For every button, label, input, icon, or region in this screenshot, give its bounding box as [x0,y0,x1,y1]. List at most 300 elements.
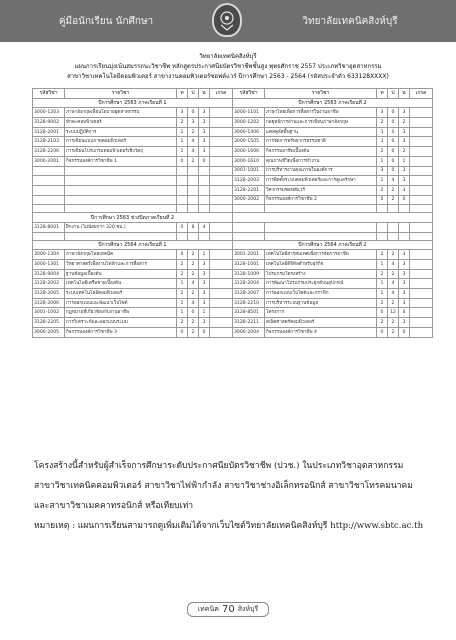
practice-hours: 4 [388,289,399,299]
empty-cell [377,205,388,213]
course-name [65,176,177,186]
header-plan: แผนการเรียนมุ่งเน้นสมรรถนะวิชาชีพ หลักสูตรประกาศนียบัตรวิชาชีพชั้นสูง พุทธศักราช 2557 ประเภทวิชาอุตสาหกรรม [74,63,382,70]
course-name [265,222,377,232]
course-name: กิจกรรมองค์การวิชาชีพ 1 [65,156,177,166]
course-code: 3128-2001 [33,127,65,137]
table-row [33,269,433,279]
grade [410,260,433,270]
theory-hours: 1 [377,156,388,166]
credits: 3 [199,108,210,118]
credits: 3 [399,166,410,176]
theory-hours: 2 [377,298,388,308]
credits: 1 [399,156,410,166]
practice-hours: 2 [188,260,199,270]
course-code: 3128-9002 [33,118,65,128]
table-row [33,279,433,289]
credits: 3 [399,289,410,299]
practice-hours: 2 [388,269,399,279]
theory-hours: 3 [377,127,388,137]
credits: 3 [399,176,410,186]
paragraph-line: และสาขาวิชาเมคคาทรอนิกส์ หรือเทียบเท่า [34,501,194,511]
semester-title: ปีการศึกษา 2563 ภาคเรียนที่ 2 [233,98,433,108]
practice-hours: 0 [388,127,399,137]
table-row [33,156,433,166]
course-name: การเขียนแบบภาพคอมพิวเตอร์ [65,137,177,147]
grade [210,166,233,176]
semester-title: ปีการศึกษา 2564 ภาคเรียนที่ 1 [33,240,233,250]
practice-hours: 0 [388,147,399,157]
grade [210,327,233,337]
grade [210,289,233,299]
course-name: การจัดการทรัพยากรธรรมชาติ [265,137,377,147]
credits: 3 [399,185,410,195]
credits [199,195,210,205]
credits: 3 [399,279,410,289]
course-name: คุณภาพชีวิตเพื่อการทำงาน [265,156,377,166]
empty-cell [65,205,177,213]
grade [410,156,433,166]
empty-cell [388,205,399,213]
theory-hours: 0 [377,308,388,318]
column-header: น [199,89,210,99]
table-row [33,176,433,186]
course-name: การบริหารระบบฐานข้อมูล [265,298,377,308]
college-seal-icon [212,3,242,37]
footer-suffix: สิงห์บุรี [237,605,259,613]
course-name: แคลคูลัสพื้นฐาน [265,127,377,137]
table-row [33,127,433,137]
credits: 3 [199,279,210,289]
credits: 3 [399,269,410,279]
table-row [33,147,433,157]
grade [410,147,433,157]
grade [210,118,233,128]
grade [210,108,233,118]
course-name: การบริหารงานคุณภาพในองค์การ [265,166,377,176]
practice-hours: 2 [388,185,399,195]
credits: 2 [399,147,410,157]
course-code [33,195,65,205]
credits [399,222,410,232]
course-name: ภาษาอังกฤษโฟลเทคนิค [65,250,177,260]
theory-hours: 1 [177,298,188,308]
course-code: 3128-1009 [233,269,265,279]
theory-hours: 2 [377,250,388,260]
theory-hours: 2 [177,289,188,299]
credits: 1 [199,250,210,260]
table-row [33,222,433,232]
course-name: กิจกรรมอาชีพเบื้องต้น [265,147,377,157]
column-header: เกรด [210,89,233,99]
grade [210,318,233,328]
column-header: ท [377,89,388,99]
grade [410,222,433,232]
course-code: 3000-1406 [233,127,265,137]
course-name: ทักษะคอมพิวเตอร์ [65,118,177,128]
practice-hours [188,176,199,186]
table-row [33,108,433,118]
empty-cell [65,232,177,240]
credits: 1 [199,308,210,318]
empty-cell [410,205,433,213]
course-code: 3000-1203 [33,108,65,118]
theory-hours: 1 [177,279,188,289]
table-row [33,137,433,147]
theory-hours: 0 [177,327,188,337]
course-name: วิศวกรรมซอฟต์แวร์ [265,185,377,195]
course-name: ภาษาไทยเพื่อการสื่อสารในงานอาชีพ [265,108,377,118]
theory-hours: 3 [377,166,388,176]
empty-cell [233,232,265,240]
grade [410,298,433,308]
course-name: การพัฒนาโปรแกรมประยุกต์บนอุปกรณ์ [265,279,377,289]
paragraph-line: โครงสร้างนี้สำหรับผู้สำเร็จการศึกษาระดับประกาศนียบัตรวิชาชีพ (ปวช.) ในประเภทวิชาอุตสาหกรรม [34,461,404,471]
empty-cell [233,205,265,213]
course-code: 3128-2103 [33,137,65,147]
practice-hours: 4 [188,279,199,289]
credits: 0 [399,327,410,337]
theory-hours: 0 [177,250,188,260]
theory-hours [377,222,388,232]
empty-cell [265,205,377,213]
theory-hours: 2 [177,269,188,279]
theory-hours: 2 [377,185,388,195]
credits: 3 [199,147,210,157]
column-header: เกรด [410,89,433,99]
practice-hours: 4 [188,137,199,147]
practice-hours: 2 [388,195,399,205]
spacer-row [33,232,433,240]
semester-title: ปีการศึกษา 2563 ช่วงปิดภาคเรียนที่ 2 [33,213,233,223]
credits: 3 [399,260,410,270]
theory-hours [177,166,188,176]
credits: 3 [199,260,210,270]
practice-hours: 2 [388,298,399,308]
course-name: การเขียนโปรแกรมคอมพิวเตอร์เชิงวัตถุ [65,147,177,157]
theory-hours: 3 [177,108,188,118]
course-name: โปรแกรมโครงสร้าง [265,269,377,279]
empty-cell [199,232,210,240]
grade [210,147,233,157]
course-code: 3000-2002 [233,195,265,205]
course-code: 3128-2211 [233,318,265,328]
practice-hours: 4 [188,298,199,308]
empty-cell [188,205,199,213]
document-header [0,52,456,82]
course-name: ระบบปฏิบัติการ [65,127,177,137]
practice-hours: 4 [188,147,199,157]
practice-hours: 2 [188,269,199,279]
spacer-row [33,205,433,213]
study-plan-table [32,88,433,338]
course-code: 3000-2001 [33,156,65,166]
table-row [33,308,433,318]
course-name: กฎหมายที่เกี่ยวข้องกับงานอาชีพ [65,308,177,318]
column-header: ป [388,89,399,99]
column-header: รายวิชา [265,89,377,99]
table-row [33,318,433,328]
grade [210,195,233,205]
empty-cell [177,205,188,213]
grade [210,250,233,260]
theory-hours: 0 [177,156,188,166]
course-code: 3128-2003 [233,176,265,186]
course-code: 3128-8001 [33,222,65,232]
top-bar [0,0,456,42]
column-header: รหัสวิชา [233,89,265,99]
grade [410,195,433,205]
course-name: ฝึกงาน (ไม่น้อยกว่า 320 ชม.) [65,222,177,232]
empty-cell [399,232,410,240]
theory-hours: 1 [377,260,388,270]
grade [210,185,233,195]
header-program: สาขาวิชาเทคโนโลยีคอมพิวเตอร์ สาขางานคอมพิวเตอร์ซอฟต์แวร์ ปีการศึกษา 2563 - 2564 (รหัสประจำตัว 633128XXXX) [67,73,389,80]
empty-cell [33,205,65,213]
page-number: 70 [221,604,235,615]
course-name [65,166,177,176]
course-code: 3128-9004 [33,269,65,279]
grade [410,250,433,260]
course-code: 3128-2004 [233,279,265,289]
footer-prefix: เทคนิค [197,605,219,613]
table-row [33,185,433,195]
practice-hours: 2 [188,327,199,337]
practice-hours: 2 [188,156,199,166]
credits: 3 [399,318,410,328]
practice-hours [188,185,199,195]
practice-hours: 12 [388,308,399,318]
course-code: 3001-2001 [233,250,265,260]
table-row [33,260,433,270]
theory-hours: 2 [377,269,388,279]
semester-title [233,213,433,223]
course-code: 3128-1001 [233,260,265,270]
credits [199,185,210,195]
course-code: 3128-2210 [233,298,265,308]
credits: 3 [199,269,210,279]
course-code: 3128-8501 [233,308,265,318]
practice-hours: 0 [388,137,399,147]
empty-cell [199,205,210,213]
paragraph-line: สาขาวิชาเทคนิคคอมพิวเตอร์ สาขาวิชาไฟฟ้ากำลัง สาขาวิชาช่างอิเล็กทรอนิกส์ สาขาวิชาโทรคมนาคม [34,481,413,491]
theory-hours: 2 [177,318,188,328]
course-code: 3001-1002 [33,308,65,318]
grade [410,327,433,337]
credits: 3 [199,289,210,299]
practice-hours: 2 [388,250,399,260]
course-name: การติดตั้งระบบคอมพิวเตอร์และการดูแลรักษา [265,176,377,186]
practice-hours: 0 [188,108,199,118]
course-code: 3128-2006 [33,298,65,308]
grade [410,166,433,176]
course-name: เทคโนโลยีสารสนเทศเพื่อการจัดการอาชีพ [265,250,377,260]
table-header-row [33,89,433,99]
course-name: ภาษาอังกฤษเพื่อนโยบายอุตสาหกรรม [65,108,177,118]
grade [210,156,233,166]
semester-row [33,240,433,250]
credits: 0 [199,156,210,166]
theory-hours: 0 [177,222,188,232]
practice-hours: 2 [188,250,199,260]
column-header: รหัสวิชา [33,89,65,99]
grade [210,260,233,270]
semester-row [33,98,433,108]
table-row [33,250,433,260]
theory-hours: 1 [377,176,388,186]
table-row [33,118,433,128]
theory-hours: 1 [377,289,388,299]
practice-hours: 0 [388,166,399,176]
course-name: โครงการ [265,308,377,318]
course-name: ฐานข้อมูลเบื้องต้น [65,269,177,279]
theory-hours: 0 [377,327,388,337]
credits: 0 [199,327,210,337]
theory-hours: 1 [177,137,188,147]
practice-hours: 2 [388,318,399,328]
theory-hours [177,185,188,195]
credits: 3 [199,118,210,128]
credits: 3 [399,298,410,308]
semester-row [33,213,433,223]
empty-cell [410,232,433,240]
course-code: 3000-1202 [233,118,265,128]
course-code: 3000-1505 [233,137,265,147]
theory-hours: 3 [377,108,388,118]
practice-hours [188,166,199,176]
table-row [33,298,433,308]
empty-cell [265,232,377,240]
practice-hours: 2 [388,327,399,337]
practice-hours: 4 [388,260,399,270]
practice-hours [188,195,199,205]
college-name: วิทยาลัยเทคนิคสิงห์บุรี [302,16,398,27]
course-code: 3128-2206 [33,147,65,157]
practice-hours: 4 [388,279,399,289]
course-code: 3128-2002 [33,279,65,289]
theory-hours: 3 [377,137,388,147]
course-name: การออกแบบและพัฒนาเว็บไซต์ [65,298,177,308]
empty-cell [177,232,188,240]
empty-cell [210,232,233,240]
grade [410,279,433,289]
grade [210,298,233,308]
course-code: 3000-1304 [33,250,65,260]
header-college: วิทยาลัยเทคนิคสิงห์บุรี [199,53,257,60]
course-name: เทคโนโลยีเครือข่ายเบื้องต้น [65,279,177,289]
grade [410,108,433,118]
theory-hours [177,195,188,205]
empty-cell [399,205,410,213]
theory-hours: 2 [377,118,388,128]
practice-hours: 3 [188,118,199,128]
grade [410,137,433,147]
course-code: 3128-2201 [233,185,265,195]
credits: 2 [399,118,410,128]
credits: 3 [399,108,410,118]
practice-hours: 0 [188,308,199,318]
course-code [233,222,265,232]
practice-hours: 0 [388,156,399,166]
practice-hours: 4 [388,176,399,186]
course-name: กิจกรรมองค์การวิชาชีพ 3 [65,327,177,337]
theory-hours: 1 [177,147,188,157]
grade [210,308,233,318]
theory-hours: 2 [177,127,188,137]
course-code: 3000-1610 [233,156,265,166]
credits: 3 [199,127,210,137]
practice-hours: 8 [188,222,199,232]
course-name: กิจกรรมองค์การวิชาชีพ 2 [265,195,377,205]
column-header: รายวิชา [65,89,177,99]
grade [410,176,433,186]
empty-cell [377,232,388,240]
course-code: 3000-1301 [33,260,65,270]
column-header: น [399,89,410,99]
credits: 3 [199,137,210,147]
column-header: ป [188,89,199,99]
credits: 3 [399,250,410,260]
course-code: 3128-2205 [33,318,65,328]
empty-cell [33,232,65,240]
course-name: คณิตศาสตร์คอมพิวเตอร์ [265,318,377,328]
grade [210,222,233,232]
grade [210,279,233,289]
credits [199,176,210,186]
course-code [33,176,65,186]
course-code: 3000-1606 [233,147,265,157]
course-name: กิจกรรมองค์การวิชาชีพ 4 [265,327,377,337]
course-code: 3000-1101 [233,108,265,118]
course-code: 3000-2004 [233,327,265,337]
course-code: 3128-2005 [33,289,65,299]
semester-title: ปีการศึกษา 2564 ภาคเรียนที่ 2 [233,240,433,250]
practice-hours: 2 [188,318,199,328]
course-name: การวิเคราะห์และออกแบบระบบ [65,318,177,328]
course-name: เทคโนโลยีดิจิทัลสำหรับธุรกิจ [265,260,377,270]
grade [410,127,433,137]
theory-hours: 2 [177,118,188,128]
credits [199,166,210,176]
practice-hours: 0 [388,108,399,118]
course-code [33,166,65,176]
practice-hours [388,222,399,232]
course-code: 3000-2005 [33,327,65,337]
credits: 0 [399,195,410,205]
course-name: การออกแบบเว็บไซต์และกราฟิก [265,289,377,299]
practice-hours: 0 [388,118,399,128]
credits: 4 [199,222,210,232]
empty-cell [388,232,399,240]
table-row [33,166,433,176]
theory-hours: 1 [377,279,388,289]
course-code: 3128-2007 [233,289,265,299]
course-code [33,185,65,195]
grade [410,289,433,299]
theory-hours: 2 [377,318,388,328]
handbook-title: คู่มือนักเรียน นักศึกษา [58,16,154,27]
semester-title: ปีการศึกษา 2563 ภาคเรียนที่ 1 [33,98,233,108]
note-text: หมายเหตุ : แผนการเรียนสามารถดูเพิ่มเติมได้จากเว็บไซต์วิทยาลัยเทคนิคสิงห์บุรี http://www.sbtc.ac.th [34,521,424,531]
theory-hours: 1 [177,308,188,318]
grade [210,176,233,186]
practice-hours: 2 [188,289,199,299]
course-name [65,195,177,205]
grade [410,269,433,279]
credits: 3 [199,318,210,328]
theory-hours: 2 [177,260,188,270]
grade [210,137,233,147]
page-footer [0,602,456,617]
